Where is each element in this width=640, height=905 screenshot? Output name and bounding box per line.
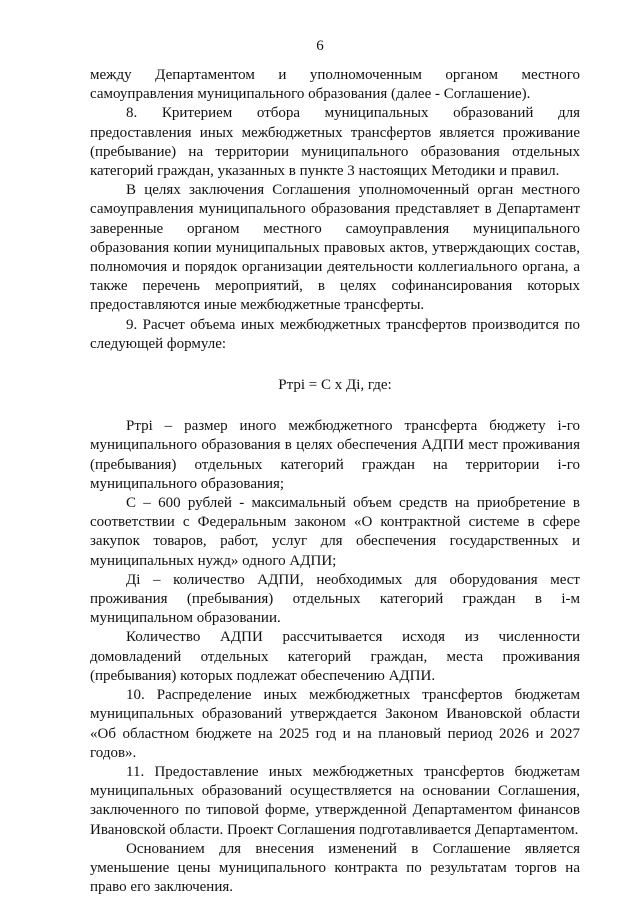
definition-c: С – 600 рублей - максимальный объем средств на приобретение в соответствии с Федеральным законом «О контрактной системе в сфере закупок товаров, работ, услуг для обеспечения государственных и муниципальных нужд» одного АДПИ; <box>90 495 580 569</box>
definition-di: Дi – количество АДПИ, необходимых для оборудования мест проживания (пребывания) отдельных категорий граждан в i-м муниципальном образовании. <box>90 571 580 627</box>
definition-rtri: Ртрi – размер иного межбюджетного трансферта бюджету i-го муниципального образования в целях обеспечения АДПИ мест проживания (пребывания) отдельных категорий граждан на территории i-го муниципального образования; <box>90 418 580 492</box>
paragraph-intro: между Департаментом и уполномоченным органом местного самоуправления муниципального образования (далее - Соглашение). <box>90 67 580 103</box>
paragraph-11-changes: Основанием для внесения изменений в Соглашение является уменьшение цены муниципального контракта по результатам торгов на право его заключения. <box>90 840 580 896</box>
formula: Ртрi = С х Дi, где: <box>278 377 392 394</box>
paragraph-quantity: Количество АДПИ рассчитывается исходя из численности домовладений отдельных категорий граждан, места проживания (пребывания) которых подлежат обеспечению АДПИ. <box>90 629 580 684</box>
page-number: 6 <box>316 38 324 54</box>
document-body <box>90 66 580 897</box>
paragraph-8-agreement: В целях заключения Соглашения уполномоченный орган местного самоуправления муниципального образования представляет в Департамент заверенные органом местного самоуправления муниципального образования копии муниципальных правовых актов, утверждающих состав, полномочия и порядок организации деятельности коллегиального органа, а также перечень мероприятий, в целях софинансирования которых предоставляются иные межбюджетные трансферты. <box>90 182 580 314</box>
paragraph-11: 11. Предоставление иных межбюджетных трансфертов бюджетам муниципальных образований осуществляется на основании Соглашения, заключенного по типовой форме, утвержденной Департаментом финансов Ивановской области. Проект Соглашения подготавливается Департаментом. <box>90 763 580 838</box>
paragraph-9: 9. Расчет объема иных межбюджетных трансфертов производится по следующей формуле: <box>90 316 580 352</box>
paragraph-8: 8. Критерием отбора муниципальных образований для предоставления иных межбюджетных трансфертов является проживание (пребывание) на территории муниципального образования отдельных категорий граждан, указанных в пункте 3 настоящих Методики и правил. <box>90 105 580 180</box>
paragraph-10: 10. Распределение иных межбюджетных трансфертов бюджетам муниципальных образований утверждается Законом Ивановской области «Об областном бюджете на 2025 год и на плановый период 2026 и 2027 годов». <box>90 687 580 761</box>
